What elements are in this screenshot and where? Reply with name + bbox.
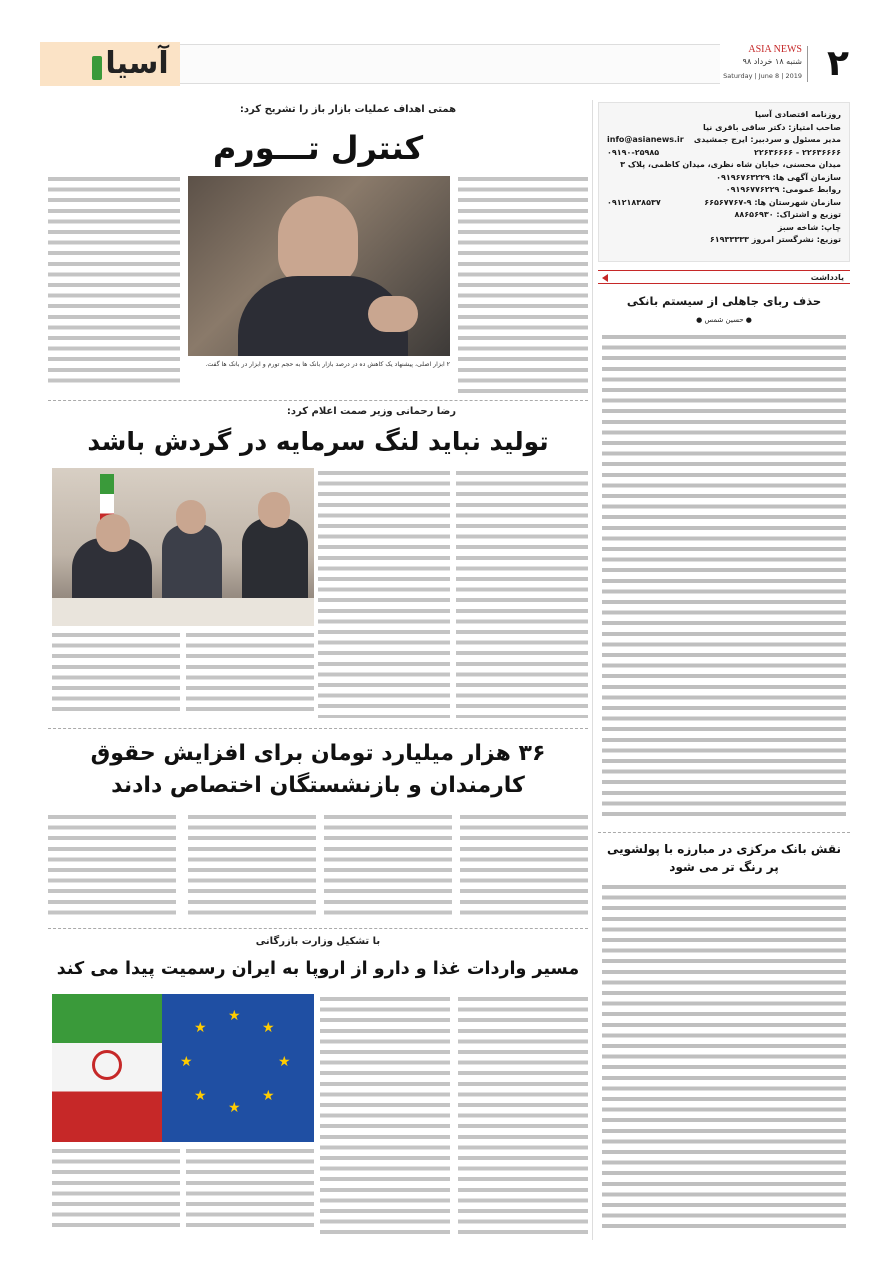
star-icon: ★ (180, 1054, 193, 1070)
story-4 (48, 932, 588, 1238)
side-story-title-2: پر رنگ تر می شود (669, 860, 779, 874)
story-2 (48, 404, 588, 724)
page-number: ۲ (827, 43, 849, 84)
date-fa: شنبه ۱۸ خرداد ۹۸ (742, 57, 802, 66)
eu-flag (162, 994, 314, 1142)
brand-en: ASIA NEWS (748, 44, 802, 55)
story-3-body-col4 (48, 812, 176, 920)
masthead-line: توزیع و اشتراک: ۸۸۶۵۶۹۳۰ (734, 210, 841, 219)
note-body (602, 332, 846, 818)
story-4-body-bottom-2 (52, 1146, 180, 1234)
photo-figure (368, 296, 418, 332)
masthead-line: سازمان آگهی ها: ۰۹۱۹۶۷۶۳۲۲۹ (716, 172, 841, 182)
story-4-body-col2 (320, 994, 450, 1234)
column-separator (592, 100, 593, 1240)
story-4-headline: مسیر واردات غذا و دارو از اروپا به ایران رسمیت پیدا می کند (56, 959, 580, 979)
note-author (598, 316, 850, 324)
story-4-body-bottom-1 (186, 1146, 314, 1234)
masthead-line: صاحب امتیاز: دکتر ساقی باقری نیا (703, 122, 841, 132)
masthead-box (598, 102, 850, 262)
divider (598, 832, 850, 833)
story-2-photo (52, 468, 314, 626)
header-band (180, 44, 720, 84)
story-3-body-col1 (460, 812, 588, 920)
masthead-line: مدیر مسئول و سردبیر: ایرج جمشیدی (693, 135, 841, 144)
story-2-headline: تولید نباید لنگ سرمایه در گردش باشد (87, 427, 549, 456)
note-title: حذف ربای جاهلی از سیستم بانکی (626, 294, 822, 308)
logo-text: آسیا (105, 46, 169, 81)
story-1-body-right (458, 174, 588, 394)
star-icon: ★ (262, 1020, 275, 1036)
story-3-body-col3 (188, 812, 316, 920)
author-bullet-icon: ● (745, 316, 752, 324)
divider (48, 400, 588, 401)
author-bullet-icon: ● (696, 316, 703, 324)
story-2-kicker: رضا رحمانی وزیر صمت اعلام کرد: (286, 406, 456, 417)
masthead-phone: ۰۹۱۲۱۸۳۸۵۳۷ (607, 197, 661, 207)
story-1-kicker: همتی اهداف عملیات بازار باز را تشریح کرد: (239, 104, 456, 115)
star-icon: ★ (194, 1020, 207, 1036)
masthead-line: روزنامه اقتصادی آسیا (754, 110, 841, 119)
masthead-line: میدان محسنی، خیابان شاه نظری، میدان کاظمی، پلاک ۳ (620, 160, 841, 169)
story-4-kicker: با تشکیل وزارت بازرگانی (255, 936, 381, 947)
photo-figure (96, 514, 130, 552)
story-3-body-col2 (324, 812, 452, 920)
photo-figure (242, 518, 308, 608)
divider (48, 928, 588, 929)
star-icon: ★ (278, 1054, 291, 1070)
masthead-line: ۲۲۶۳۶۶۶۶ - ۲۲۶۳۶۶۶۶ (753, 147, 841, 157)
star-icon: ★ (194, 1088, 207, 1104)
section-label: یادداشت (810, 273, 844, 282)
story-3 (48, 734, 588, 924)
photo-figure (162, 524, 222, 604)
side-story-body (602, 882, 846, 1232)
photo-figure (278, 196, 358, 286)
masthead-line: چاپ: شاخه سبز (777, 222, 841, 232)
photo-figure (176, 500, 206, 534)
story-1 (48, 98, 588, 398)
photo-table (52, 598, 314, 626)
story-1-caption: ۲ ابزار اصلی، پیشنهاد یک کاهش ده در درصد بازار بانک ها به حجم تورم و ابزار در بانک ها گفت. (205, 361, 450, 368)
notes-column (598, 268, 850, 828)
star-icon: ★ (262, 1088, 275, 1104)
header-divider (807, 46, 808, 82)
page-header (40, 42, 860, 86)
masthead-line: سازمان شهرستان ها: ۹-۶۶۵۶۷۷۶۷ (704, 197, 841, 207)
photo-figure (258, 492, 290, 528)
flag-emblem-icon (92, 1050, 122, 1080)
star-icon: ★ (228, 1008, 241, 1024)
story-2-body-col2 (318, 468, 450, 718)
story-2-body-col1 (456, 468, 588, 718)
masthead-line: روابط عمومی: ۰۹۱۹۶۷۷۶۲۲۹ (725, 185, 841, 194)
arrow-left-icon (602, 274, 608, 282)
logo-mark-icon (92, 56, 102, 80)
story-2-body-bottom-2 (52, 630, 180, 716)
story-1-body-left (48, 174, 180, 384)
story-3-headline-1: ۳۶ هزار میلیارد تومان برای افزایش حقوق (90, 741, 546, 766)
story-1-headline: کنترل تـــورم (212, 129, 424, 167)
side-story-title-1: نقش بانک مرکزی در مبارزه با پولشویی (606, 842, 842, 856)
author-name: حسین شمس (704, 316, 744, 324)
story-4-photo (52, 994, 314, 1142)
star-icon: ★ (228, 1100, 241, 1116)
story-4-body-col1 (458, 994, 588, 1234)
masthead-fax: ۰۹۱۹۰-۲۵۹۸۵ (607, 147, 660, 157)
story-2-body-bottom-1 (186, 630, 314, 716)
logo (40, 42, 180, 86)
story-1-photo (188, 176, 450, 356)
divider (48, 728, 588, 729)
side-story (598, 838, 850, 1238)
masthead-line: توزیع: نشرگستر امروز ۶۱۹۳۳۳۳۳ (709, 235, 841, 244)
section-label-bar (598, 270, 850, 284)
date-en: Saturday | June 8 | 2019 (723, 72, 802, 80)
masthead-email[interactable]: info@asianews.ir (607, 135, 684, 144)
story-3-headline-2: کارمندان و بازنشستگان اختصاص دادند (111, 773, 525, 798)
